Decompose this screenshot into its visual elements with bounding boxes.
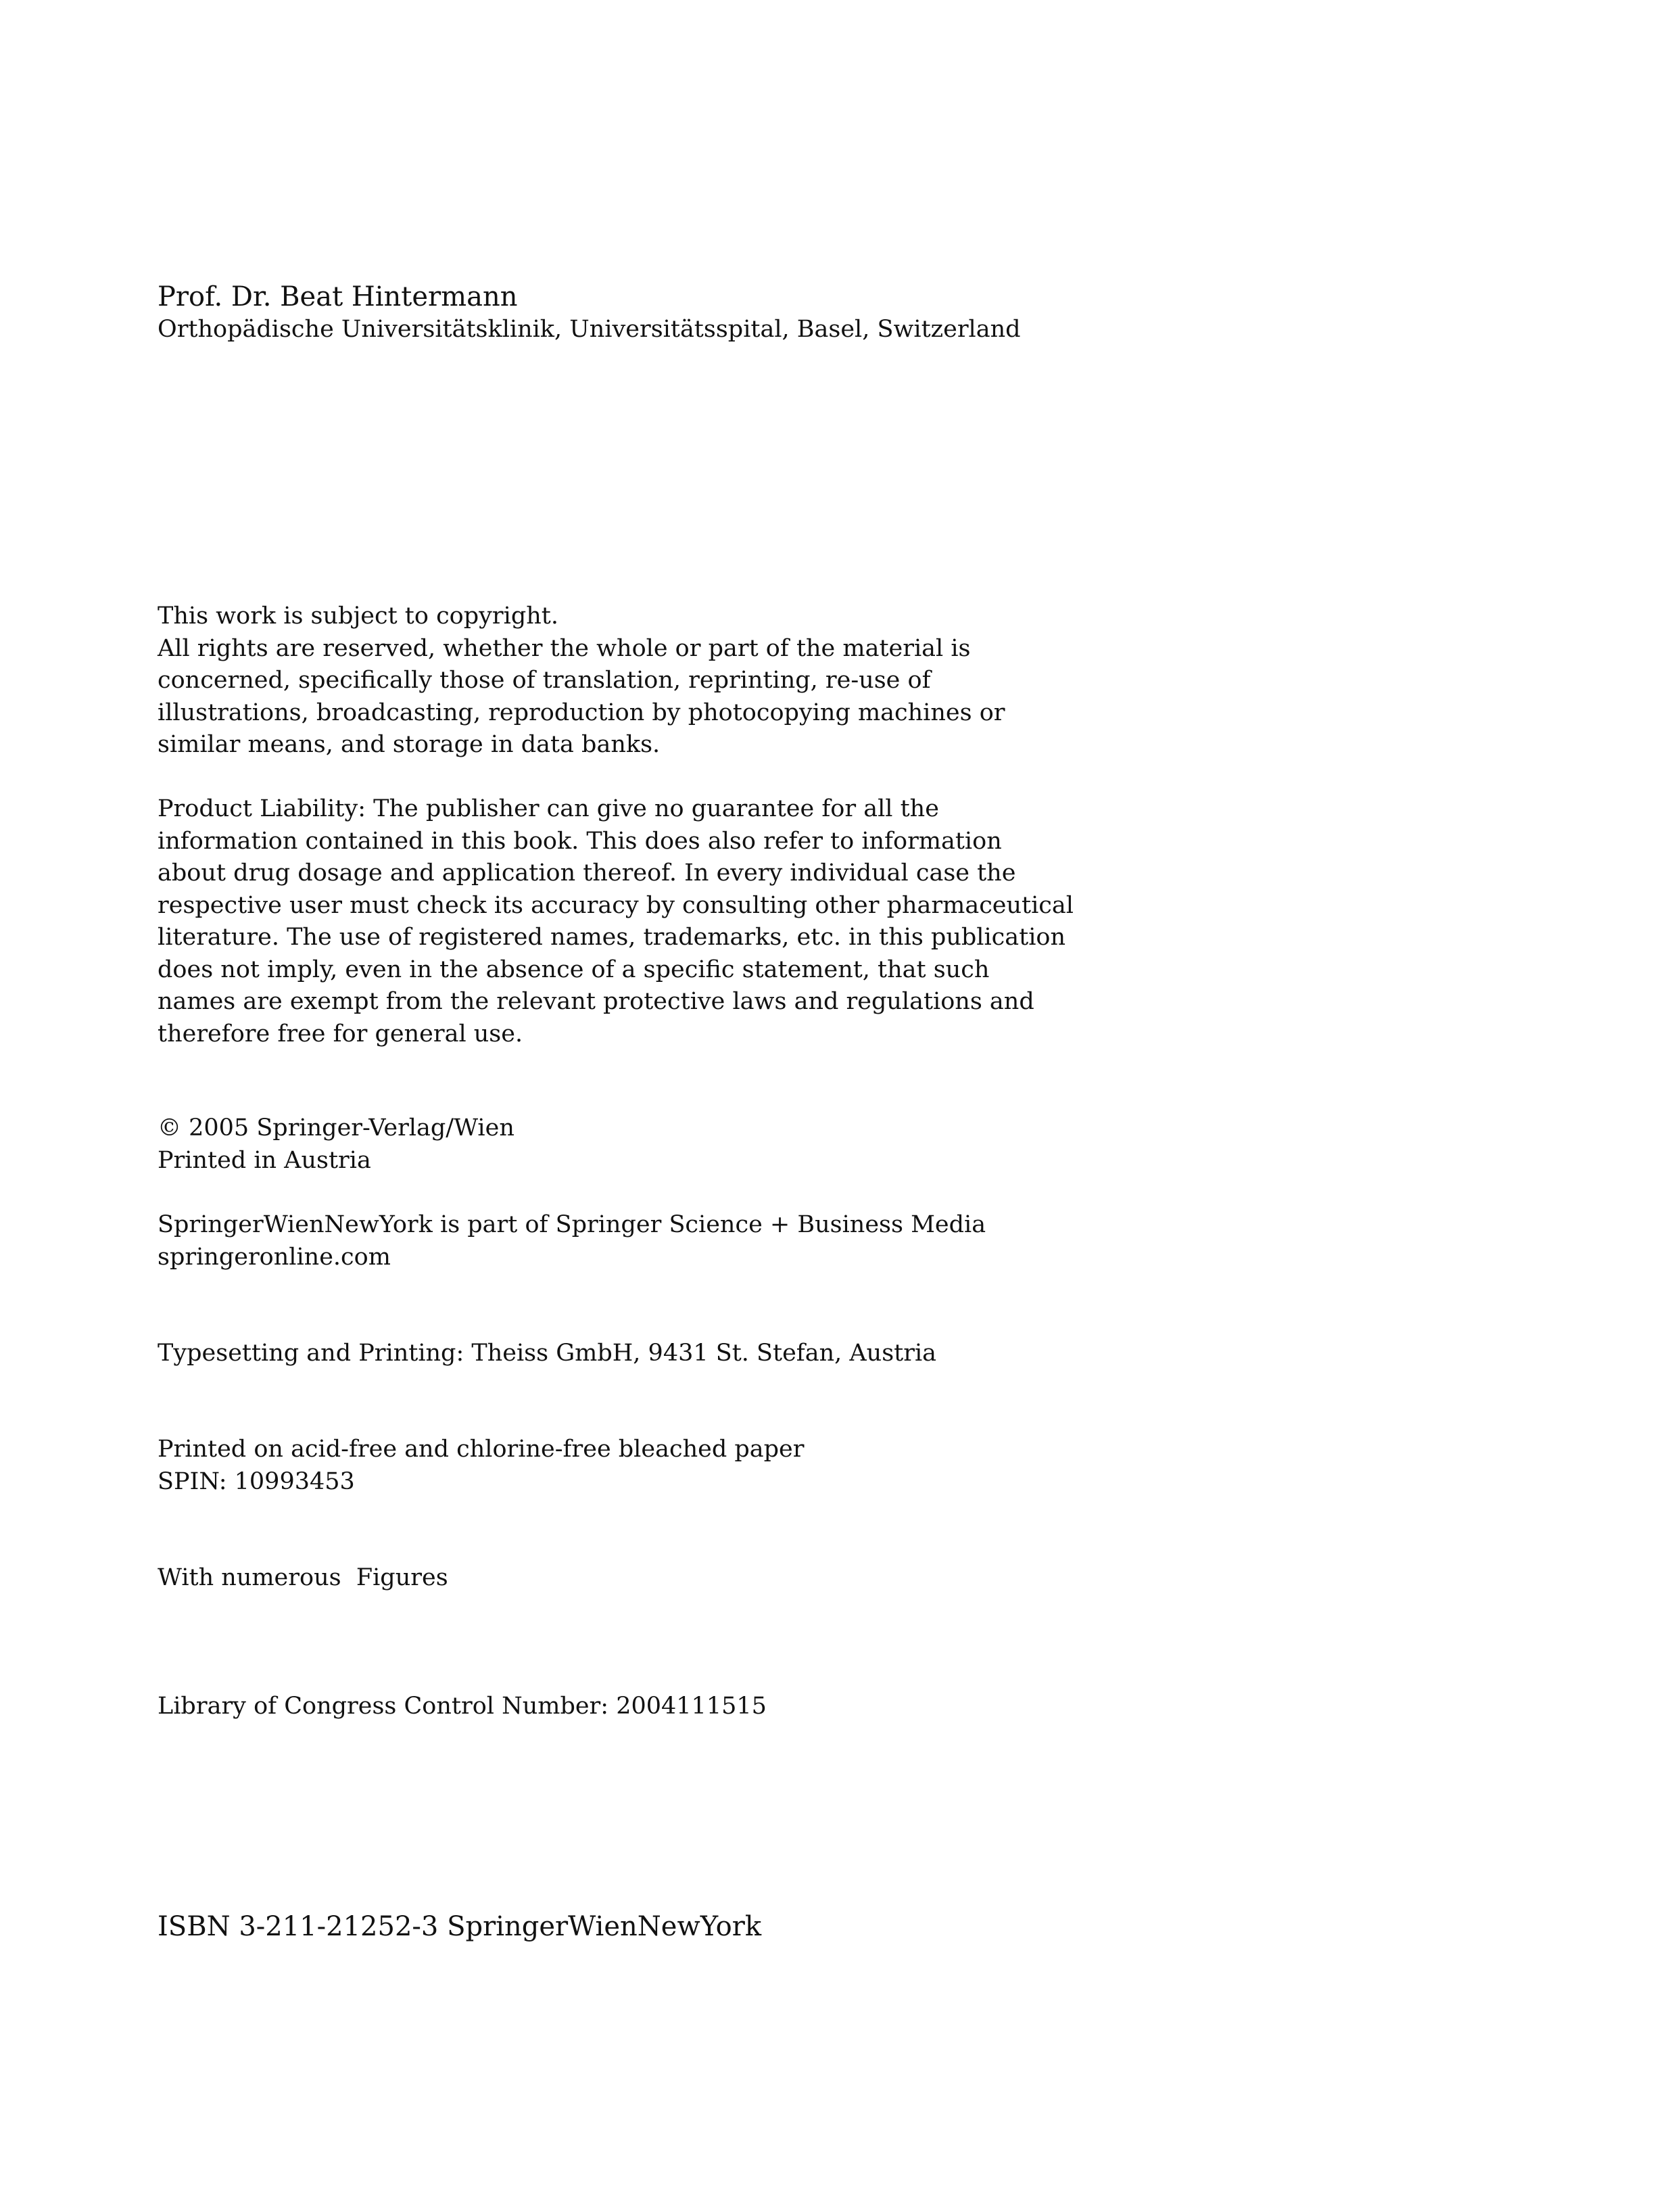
copyright-line: concerned, specifically those of translation, reprinting, re-use of: [158, 667, 931, 694]
liability-line: does not imply, even in the absence of a specific statement, that such: [158, 956, 990, 983]
liability-line: names are exempt from the relevant protective laws and regulations and: [158, 988, 1034, 1015]
author-block: [158, 281, 1104, 346]
copyright-line: similar means, and storage in data banks.: [158, 731, 661, 758]
author-affiliation: Orthopädische Universitätsklinik, Universitätsspital, Basel, Switzerland: [158, 316, 1021, 343]
copyright-notice: [158, 601, 1104, 761]
figures-line: With numerous Figures: [158, 1564, 448, 1591]
liability-line: literature. The use of registered names, trademarks, etc. in this publication: [158, 924, 1066, 951]
liability-line: Product Liability: The publisher can give no guarantee for all the: [158, 795, 939, 822]
liability-line: about drug dosage and application thereof. In every individual case the: [158, 860, 1016, 887]
author-name: Prof. Dr. Beat Hintermann: [158, 281, 518, 312]
typesetting-note: [158, 1338, 1104, 1370]
paper-block: [158, 1434, 1104, 1498]
figures-note: [158, 1562, 1104, 1595]
liability-line: information contained in this book. This does also refer to information: [158, 827, 1002, 855]
publisher-block: [158, 1112, 1104, 1177]
paper-note: Printed on acid-free and chlorine-free bleached paper: [158, 1436, 805, 1463]
springer-website: springeronline.com: [158, 1243, 391, 1271]
copyright-line: illustrations, broadcasting, reproduction by photocopying machines or: [158, 699, 1005, 726]
printed-in: Printed in Austria: [158, 1146, 371, 1174]
springer-block: [158, 1209, 1104, 1273]
product-liability-notice: [158, 793, 1104, 1050]
liability-line: therefore free for general use.: [158, 1020, 523, 1048]
typesetting-line: Typesetting and Printing: Theiss GmbH, 9431 St. Stefan, Austria: [158, 1340, 937, 1367]
isbn-block: [158, 1910, 1104, 1943]
isbn-line: ISBN 3-211-21252-3 SpringerWienNewYork: [158, 1911, 762, 1942]
liability-line: respective user must check its accuracy by consulting other pharmaceutical: [158, 891, 1074, 919]
copyright-line: This work is subject to copyright.: [158, 603, 558, 630]
lccn-note: [158, 1691, 1104, 1723]
publisher-copyright: © 2005 Springer-Verlag/Wien: [158, 1114, 514, 1142]
lccn-line: Library of Congress Control Number: 2004111515: [158, 1693, 767, 1720]
copyright-line: All rights are reserved, whether the whole or part of the material is: [158, 634, 971, 662]
spin-number: SPIN: 10993453: [158, 1467, 355, 1495]
springer-statement: SpringerWienNewYork is part of Springer Science + Business Media: [158, 1211, 986, 1238]
